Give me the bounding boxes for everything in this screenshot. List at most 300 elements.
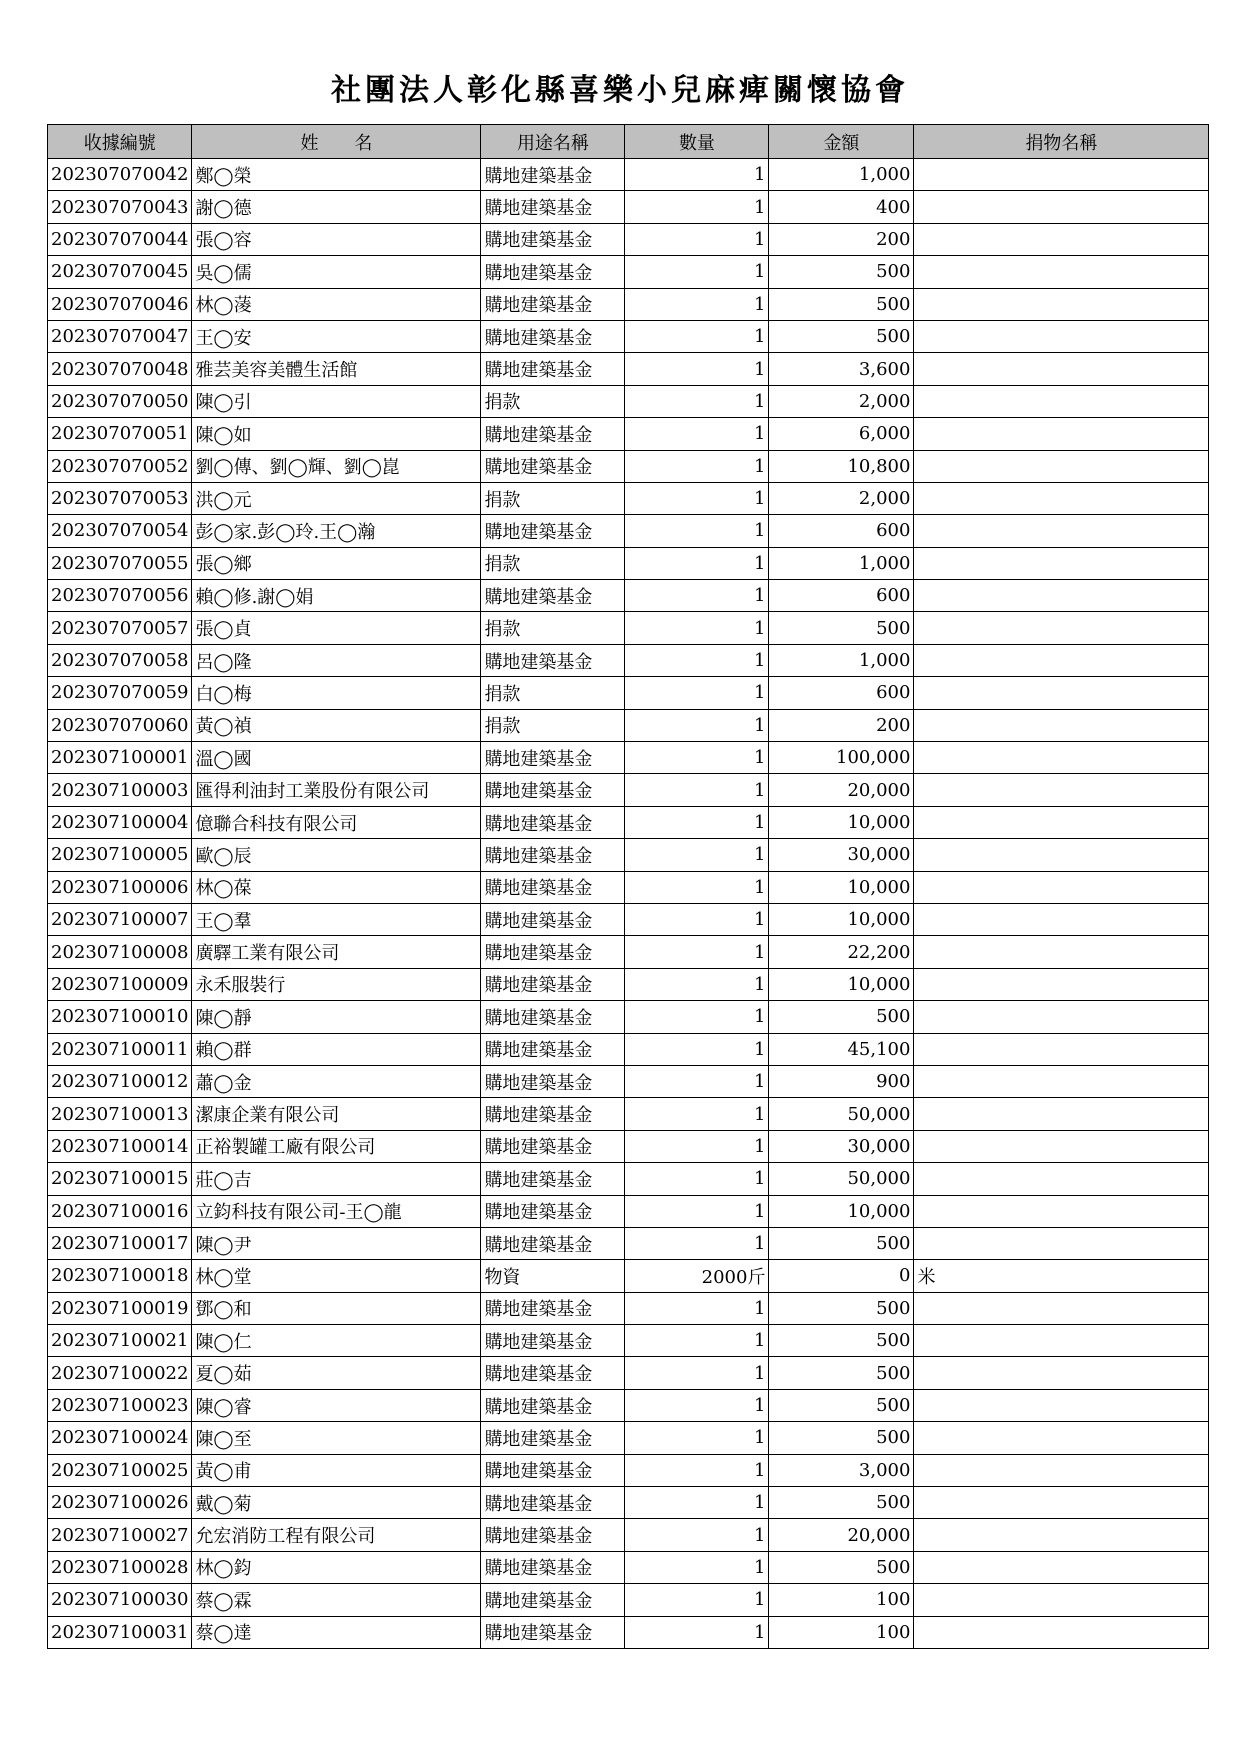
table-row — [48, 1487, 1209, 1519]
header-amount: 金額 — [769, 125, 914, 159]
table-row — [48, 580, 1209, 612]
purpose-cell: 購地建築基金 — [481, 871, 625, 903]
receipt-no-cell: 202307100026 — [48, 1487, 192, 1519]
purpose-cell: 捐款 — [481, 677, 625, 709]
quantity-cell: 1 — [625, 1098, 769, 1130]
document-title: 社團法人彰化縣喜樂小兒麻痺關懷協會 — [331, 73, 909, 108]
receipt-no-cell: 202307100025 — [48, 1454, 192, 1486]
table-row — [48, 1551, 1209, 1583]
quantity-cell: 1 — [625, 1357, 769, 1389]
name-cell: 蔡◯霖 — [192, 1584, 481, 1616]
table-row — [48, 1325, 1209, 1357]
donated-item-cell — [914, 936, 1209, 968]
donated-item-cell — [914, 1422, 1209, 1454]
receipt-no-cell: 202307070048 — [48, 353, 192, 385]
receipt-no-cell: 202307100010 — [48, 1001, 192, 1033]
donated-item-cell — [914, 1389, 1209, 1421]
amount-cell: 500 — [769, 1487, 914, 1519]
purpose-cell: 購地建築基金 — [481, 806, 625, 838]
quantity-cell: 1 — [625, 450, 769, 482]
table-row — [48, 644, 1209, 676]
amount-cell: 500 — [769, 1227, 914, 1259]
amount-cell: 500 — [769, 1325, 914, 1357]
amount-cell: 6,000 — [769, 418, 914, 450]
table-row — [48, 612, 1209, 644]
quantity-cell: 1 — [625, 1195, 769, 1227]
amount-cell: 600 — [769, 515, 914, 547]
table-row — [48, 256, 1209, 288]
table-row — [48, 320, 1209, 352]
name-cell: 彭◯家.彭◯玲.王◯瀚 — [192, 515, 481, 547]
receipt-no-cell: 202307100006 — [48, 871, 192, 903]
name-cell: 陳◯如 — [192, 418, 481, 450]
donated-item-cell — [914, 320, 1209, 352]
receipt-no-cell: 202307070053 — [48, 482, 192, 514]
table-row — [48, 1227, 1209, 1259]
receipt-no-cell: 202307070044 — [48, 223, 192, 255]
name-cell: 林◯葆 — [192, 871, 481, 903]
purpose-cell: 購地建築基金 — [481, 1551, 625, 1583]
receipt-no-cell: 202307070051 — [48, 418, 192, 450]
amount-cell: 500 — [769, 1422, 914, 1454]
receipt-no-cell: 202307070060 — [48, 709, 192, 741]
name-cell: 廣驛工業有限公司 — [192, 936, 481, 968]
purpose-cell: 購地建築基金 — [481, 1292, 625, 1324]
name-cell: 雅芸美容美體生活館 — [192, 353, 481, 385]
purpose-cell: 購地建築基金 — [481, 1065, 625, 1097]
quantity-cell: 1 — [625, 644, 769, 676]
purpose-cell: 購地建築基金 — [481, 288, 625, 320]
purpose-cell: 購地建築基金 — [481, 580, 625, 612]
table-row — [48, 709, 1209, 741]
name-cell: 歐◯辰 — [192, 839, 481, 871]
quantity-cell: 1 — [625, 1487, 769, 1519]
name-cell: 張◯鄉 — [192, 547, 481, 579]
amount-cell: 20,000 — [769, 774, 914, 806]
quantity-cell: 1 — [625, 1584, 769, 1616]
name-cell: 陳◯靜 — [192, 1001, 481, 1033]
table-row — [48, 1163, 1209, 1195]
name-cell: 蔡◯達 — [192, 1616, 481, 1648]
quantity-cell: 1 — [625, 1001, 769, 1033]
donated-item-cell — [914, 677, 1209, 709]
table-row — [48, 1098, 1209, 1130]
purpose-cell: 捐款 — [481, 612, 625, 644]
donated-item-cell — [914, 1098, 1209, 1130]
receipt-no-cell: 202307100016 — [48, 1195, 192, 1227]
quantity-cell: 1 — [625, 1519, 769, 1551]
amount-cell: 1,000 — [769, 644, 914, 676]
quantity-cell: 1 — [625, 903, 769, 935]
table-row — [48, 1260, 1209, 1292]
quantity-cell: 1 — [625, 612, 769, 644]
receipt-no-cell: 202307070055 — [48, 547, 192, 579]
purpose-cell: 購地建築基金 — [481, 1422, 625, 1454]
purpose-cell: 購地建築基金 — [481, 223, 625, 255]
header-purpose: 用途名稱 — [481, 125, 625, 159]
table-header-row — [48, 125, 1209, 159]
receipt-no-cell: 202307070047 — [48, 320, 192, 352]
amount-cell: 100 — [769, 1584, 914, 1616]
amount-cell: 500 — [769, 1389, 914, 1421]
amount-cell: 500 — [769, 1292, 914, 1324]
amount-cell: 10,000 — [769, 968, 914, 1000]
amount-cell: 10,000 — [769, 903, 914, 935]
table-row — [48, 1584, 1209, 1616]
purpose-cell: 捐款 — [481, 547, 625, 579]
header-quantity: 數量 — [625, 125, 769, 159]
quantity-cell: 1 — [625, 936, 769, 968]
purpose-cell: 捐款 — [481, 385, 625, 417]
donated-item-cell — [914, 1357, 1209, 1389]
quantity-cell: 1 — [625, 774, 769, 806]
donated-item-cell — [914, 288, 1209, 320]
name-cell: 呂◯隆 — [192, 644, 481, 676]
receipt-no-cell: 202307070057 — [48, 612, 192, 644]
purpose-cell: 購地建築基金 — [481, 1616, 625, 1648]
donated-item-cell — [914, 806, 1209, 838]
quantity-cell: 1 — [625, 806, 769, 838]
donated-item-cell — [914, 450, 1209, 482]
name-cell: 允宏消防工程有限公司 — [192, 1519, 481, 1551]
purpose-cell: 購地建築基金 — [481, 320, 625, 352]
table-row — [48, 353, 1209, 385]
quantity-cell: 1 — [625, 1163, 769, 1195]
quantity-cell: 1 — [625, 418, 769, 450]
name-cell: 黃◯禎 — [192, 709, 481, 741]
quantity-cell: 1 — [625, 968, 769, 1000]
donated-item-cell — [914, 1454, 1209, 1486]
table-row — [48, 742, 1209, 774]
table-row — [48, 1454, 1209, 1486]
donated-item-cell — [914, 709, 1209, 741]
name-cell: 匯得利油封工業股份有限公司 — [192, 774, 481, 806]
amount-cell: 500 — [769, 1551, 914, 1583]
receipt-no-cell: 202307100011 — [48, 1033, 192, 1065]
amount-cell: 2,000 — [769, 385, 914, 417]
quantity-cell: 1 — [625, 1227, 769, 1259]
receipt-no-cell: 202307100013 — [48, 1098, 192, 1130]
quantity-cell: 2000斤 — [625, 1260, 769, 1292]
donated-item-cell — [914, 1616, 1209, 1648]
purpose-cell: 捐款 — [481, 709, 625, 741]
quantity-cell: 1 — [625, 191, 769, 223]
quantity-cell: 1 — [625, 223, 769, 255]
quantity-cell: 1 — [625, 159, 769, 191]
amount-cell: 200 — [769, 223, 914, 255]
quantity-cell: 1 — [625, 256, 769, 288]
donated-item-cell — [914, 385, 1209, 417]
purpose-cell: 購地建築基金 — [481, 774, 625, 806]
donated-item-cell — [914, 482, 1209, 514]
receipt-no-cell: 202307100007 — [48, 903, 192, 935]
receipt-no-cell: 202307100001 — [48, 742, 192, 774]
purpose-cell: 購地建築基金 — [481, 191, 625, 223]
purpose-cell: 購地建築基金 — [481, 742, 625, 774]
quantity-cell: 1 — [625, 547, 769, 579]
name-cell: 黃◯甫 — [192, 1454, 481, 1486]
table-row — [48, 547, 1209, 579]
donated-item-cell — [914, 159, 1209, 191]
quantity-cell: 1 — [625, 1033, 769, 1065]
donated-item-cell — [914, 580, 1209, 612]
name-cell: 林◯鈞 — [192, 1551, 481, 1583]
amount-cell: 100 — [769, 1616, 914, 1648]
receipt-no-cell: 202307100022 — [48, 1357, 192, 1389]
purpose-cell: 購地建築基金 — [481, 515, 625, 547]
name-cell: 正裕製罐工廠有限公司 — [192, 1130, 481, 1162]
receipt-no-cell: 202307070054 — [48, 515, 192, 547]
purpose-cell: 購地建築基金 — [481, 1163, 625, 1195]
purpose-cell: 購地建築基金 — [481, 936, 625, 968]
table-row — [48, 968, 1209, 1000]
purpose-cell: 捐款 — [481, 482, 625, 514]
purpose-cell: 購地建築基金 — [481, 256, 625, 288]
table-row — [48, 1292, 1209, 1324]
purpose-cell: 購地建築基金 — [481, 450, 625, 482]
receipt-no-cell: 202307100030 — [48, 1584, 192, 1616]
receipt-no-cell: 202307100018 — [48, 1260, 192, 1292]
table-row — [48, 191, 1209, 223]
table-row — [48, 1130, 1209, 1162]
donated-item-cell — [914, 1292, 1209, 1324]
receipt-no-cell: 202307100027 — [48, 1519, 192, 1551]
table-row — [48, 1033, 1209, 1065]
header-receipt-no: 收據編號 — [48, 125, 192, 159]
receipt-no-cell: 202307100024 — [48, 1422, 192, 1454]
name-cell: 洪◯元 — [192, 482, 481, 514]
receipt-no-cell: 202307100017 — [48, 1227, 192, 1259]
donated-item-cell — [914, 353, 1209, 385]
amount-cell: 0 — [769, 1260, 914, 1292]
receipt-no-cell: 202307070052 — [48, 450, 192, 482]
donated-item-cell — [914, 1033, 1209, 1065]
receipt-no-cell: 202307100031 — [48, 1616, 192, 1648]
amount-cell: 400 — [769, 191, 914, 223]
purpose-cell: 購地建築基金 — [481, 1098, 625, 1130]
table-row — [48, 1195, 1209, 1227]
name-cell: 億聯合科技有限公司 — [192, 806, 481, 838]
name-cell: 白◯梅 — [192, 677, 481, 709]
receipt-no-cell: 202307100023 — [48, 1389, 192, 1421]
table-row — [48, 385, 1209, 417]
quantity-cell: 1 — [625, 515, 769, 547]
amount-cell: 3,000 — [769, 1454, 914, 1486]
name-cell: 夏◯茹 — [192, 1357, 481, 1389]
donated-item-cell — [914, 774, 1209, 806]
donated-item-cell — [914, 256, 1209, 288]
name-cell: 蕭◯金 — [192, 1065, 481, 1097]
donated-item-cell — [914, 742, 1209, 774]
purpose-cell: 購地建築基金 — [481, 1227, 625, 1259]
table-row — [48, 1389, 1209, 1421]
table-row — [48, 288, 1209, 320]
table-row — [48, 936, 1209, 968]
amount-cell: 1,000 — [769, 159, 914, 191]
donated-item-cell — [914, 1325, 1209, 1357]
amount-cell: 50,000 — [769, 1163, 914, 1195]
name-cell: 鄭◯榮 — [192, 159, 481, 191]
quantity-cell: 1 — [625, 1389, 769, 1421]
amount-cell: 2,000 — [769, 482, 914, 514]
table-row — [48, 223, 1209, 255]
table-row — [48, 482, 1209, 514]
name-cell: 林◯蓤 — [192, 288, 481, 320]
name-cell: 潔康企業有限公司 — [192, 1098, 481, 1130]
purpose-cell: 購地建築基金 — [481, 1130, 625, 1162]
quantity-cell: 1 — [625, 1292, 769, 1324]
table-row — [48, 839, 1209, 871]
quantity-cell: 1 — [625, 1551, 769, 1583]
quantity-cell: 1 — [625, 871, 769, 903]
name-cell: 王◯羣 — [192, 903, 481, 935]
quantity-cell: 1 — [625, 742, 769, 774]
receipt-no-cell: 202307070043 — [48, 191, 192, 223]
receipt-no-cell: 202307100014 — [48, 1130, 192, 1162]
quantity-cell: 1 — [625, 320, 769, 352]
donated-item-cell — [914, 1519, 1209, 1551]
amount-cell: 500 — [769, 1001, 914, 1033]
amount-cell: 10,000 — [769, 871, 914, 903]
purpose-cell: 購地建築基金 — [481, 839, 625, 871]
receipt-no-cell: 202307100021 — [48, 1325, 192, 1357]
table-row — [48, 1422, 1209, 1454]
name-cell: 張◯容 — [192, 223, 481, 255]
purpose-cell: 購地建築基金 — [481, 903, 625, 935]
receipt-no-cell: 202307100008 — [48, 936, 192, 968]
amount-cell: 100,000 — [769, 742, 914, 774]
quantity-cell: 1 — [625, 1065, 769, 1097]
amount-cell: 600 — [769, 580, 914, 612]
table-row — [48, 1357, 1209, 1389]
quantity-cell: 1 — [625, 1616, 769, 1648]
receipt-no-cell: 202307100015 — [48, 1163, 192, 1195]
amount-cell: 3,600 — [769, 353, 914, 385]
table-row — [48, 1519, 1209, 1551]
quantity-cell: 1 — [625, 353, 769, 385]
purpose-cell: 購地建築基金 — [481, 418, 625, 450]
receipt-no-cell: 202307100004 — [48, 806, 192, 838]
receipt-no-cell: 202307070059 — [48, 677, 192, 709]
donated-item-cell — [914, 547, 1209, 579]
amount-cell: 45,100 — [769, 1033, 914, 1065]
table-row — [48, 1001, 1209, 1033]
name-cell: 戴◯菊 — [192, 1487, 481, 1519]
table-row — [48, 1065, 1209, 1097]
donated-item-cell — [914, 418, 1209, 450]
donated-item-cell — [914, 839, 1209, 871]
donated-item-cell — [914, 223, 1209, 255]
receipt-no-cell: 202307100003 — [48, 774, 192, 806]
table-row — [48, 871, 1209, 903]
amount-cell: 200 — [769, 709, 914, 741]
donated-item-cell — [914, 903, 1209, 935]
receipt-no-cell: 202307070046 — [48, 288, 192, 320]
purpose-cell: 購地建築基金 — [481, 1519, 625, 1551]
donated-item-cell — [914, 1163, 1209, 1195]
table-body — [48, 159, 1209, 1649]
donated-item-cell — [914, 1227, 1209, 1259]
amount-cell: 22,200 — [769, 936, 914, 968]
table-row — [48, 159, 1209, 191]
donated-item-cell — [914, 644, 1209, 676]
purpose-cell: 購地建築基金 — [481, 1389, 625, 1421]
donated-item-cell — [914, 191, 1209, 223]
purpose-cell: 購地建築基金 — [481, 1584, 625, 1616]
quantity-cell: 1 — [625, 482, 769, 514]
name-cell: 溫◯國 — [192, 742, 481, 774]
name-cell: 賴◯修.謝◯娟 — [192, 580, 481, 612]
quantity-cell: 1 — [625, 1325, 769, 1357]
table-row — [48, 515, 1209, 547]
receipt-no-cell: 202307070042 — [48, 159, 192, 191]
donated-item-cell — [914, 1584, 1209, 1616]
table-row — [48, 806, 1209, 838]
amount-cell: 20,000 — [769, 1519, 914, 1551]
name-cell: 陳◯睿 — [192, 1389, 481, 1421]
purpose-cell: 購地建築基金 — [481, 353, 625, 385]
name-cell: 鄧◯和 — [192, 1292, 481, 1324]
amount-cell: 500 — [769, 320, 914, 352]
table-row — [48, 418, 1209, 450]
quantity-cell: 1 — [625, 1422, 769, 1454]
donated-item-cell — [914, 871, 1209, 903]
quantity-cell: 1 — [625, 288, 769, 320]
quantity-cell: 1 — [625, 580, 769, 612]
amount-cell: 10,000 — [769, 1195, 914, 1227]
name-cell: 陳◯至 — [192, 1422, 481, 1454]
name-cell: 立鈞科技有限公司-王◯龍 — [192, 1195, 481, 1227]
purpose-cell: 購地建築基金 — [481, 968, 625, 1000]
purpose-cell: 物資 — [481, 1260, 625, 1292]
amount-cell: 30,000 — [769, 839, 914, 871]
receipt-no-cell: 202307100028 — [48, 1551, 192, 1583]
amount-cell: 500 — [769, 612, 914, 644]
header-name: 姓 名 — [192, 125, 481, 159]
amount-cell: 500 — [769, 288, 914, 320]
quantity-cell: 1 — [625, 709, 769, 741]
donated-item-cell — [914, 1551, 1209, 1583]
name-cell: 謝◯德 — [192, 191, 481, 223]
purpose-cell: 購地建築基金 — [481, 1454, 625, 1486]
name-cell: 陳◯引 — [192, 385, 481, 417]
amount-cell: 50,000 — [769, 1098, 914, 1130]
name-cell: 莊◯吉 — [192, 1163, 481, 1195]
receipt-no-cell: 202307070045 — [48, 256, 192, 288]
receipt-no-cell: 202307100012 — [48, 1065, 192, 1097]
receipt-no-cell: 202307100019 — [48, 1292, 192, 1324]
name-cell: 永禾服裝行 — [192, 968, 481, 1000]
name-cell: 陳◯尹 — [192, 1227, 481, 1259]
amount-cell: 30,000 — [769, 1130, 914, 1162]
purpose-cell: 購地建築基金 — [481, 644, 625, 676]
donated-item-cell — [914, 612, 1209, 644]
receipt-no-cell: 202307070058 — [48, 644, 192, 676]
donated-item-cell — [914, 515, 1209, 547]
purpose-cell: 購地建築基金 — [481, 1487, 625, 1519]
purpose-cell: 購地建築基金 — [481, 1357, 625, 1389]
name-cell: 王◯安 — [192, 320, 481, 352]
donated-item-cell — [914, 1487, 1209, 1519]
amount-cell: 10,000 — [769, 806, 914, 838]
donated-item-cell — [914, 1130, 1209, 1162]
name-cell: 陳◯仁 — [192, 1325, 481, 1357]
donated-item-cell — [914, 1065, 1209, 1097]
purpose-cell: 購地建築基金 — [481, 1033, 625, 1065]
table-row — [48, 903, 1209, 935]
name-cell: 林◯堂 — [192, 1260, 481, 1292]
quantity-cell: 1 — [625, 677, 769, 709]
